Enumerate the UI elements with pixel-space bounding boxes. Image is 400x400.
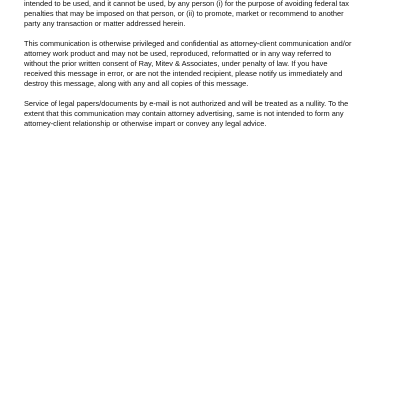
text-line: received this message in error, or are not the intended recipient, please notify us immediately and [24,69,343,78]
text-line: intended to be used, and it cannot be used, by any person (i) for the purpose of avoiding federal tax [24,0,349,8]
paragraph-confidentiality-notice [24,39,400,89]
disclaimer-text-block [24,0,400,129]
paragraph-spacer [24,89,400,99]
text-line: Service of legal papers/documents by e-mail is not authorized and will be treated as a nullity. To the [24,99,349,108]
paragraph-spacer [24,29,400,39]
text-line: attorney-client relationship or otherwise impart or convey any legal advice. [24,119,267,128]
text-line: party any transaction or matter addressed herein. [24,19,186,28]
text-line: without the prior written consent of Ray, Mitev & Associates, under penalty of law. If you have [24,59,328,68]
text-line: This communication is otherwise privileged and confidential as attorney-client communication and/or [24,39,352,48]
text-line: penalties that may be imposed on that person, or (ii) to promote, market or recommend to another [24,9,344,18]
text-line: destroy this message, along with any and all copies of this message. [24,79,249,88]
text-line: extent that this communication may contain attorney advertising, same is not intended to form any [24,109,344,118]
text-line: attorney work product and may not be used, reproduced, reformatted or in any way referred to [24,49,332,58]
paragraph-service-notice [24,99,400,129]
paragraph-tax-disclaimer [24,0,400,29]
